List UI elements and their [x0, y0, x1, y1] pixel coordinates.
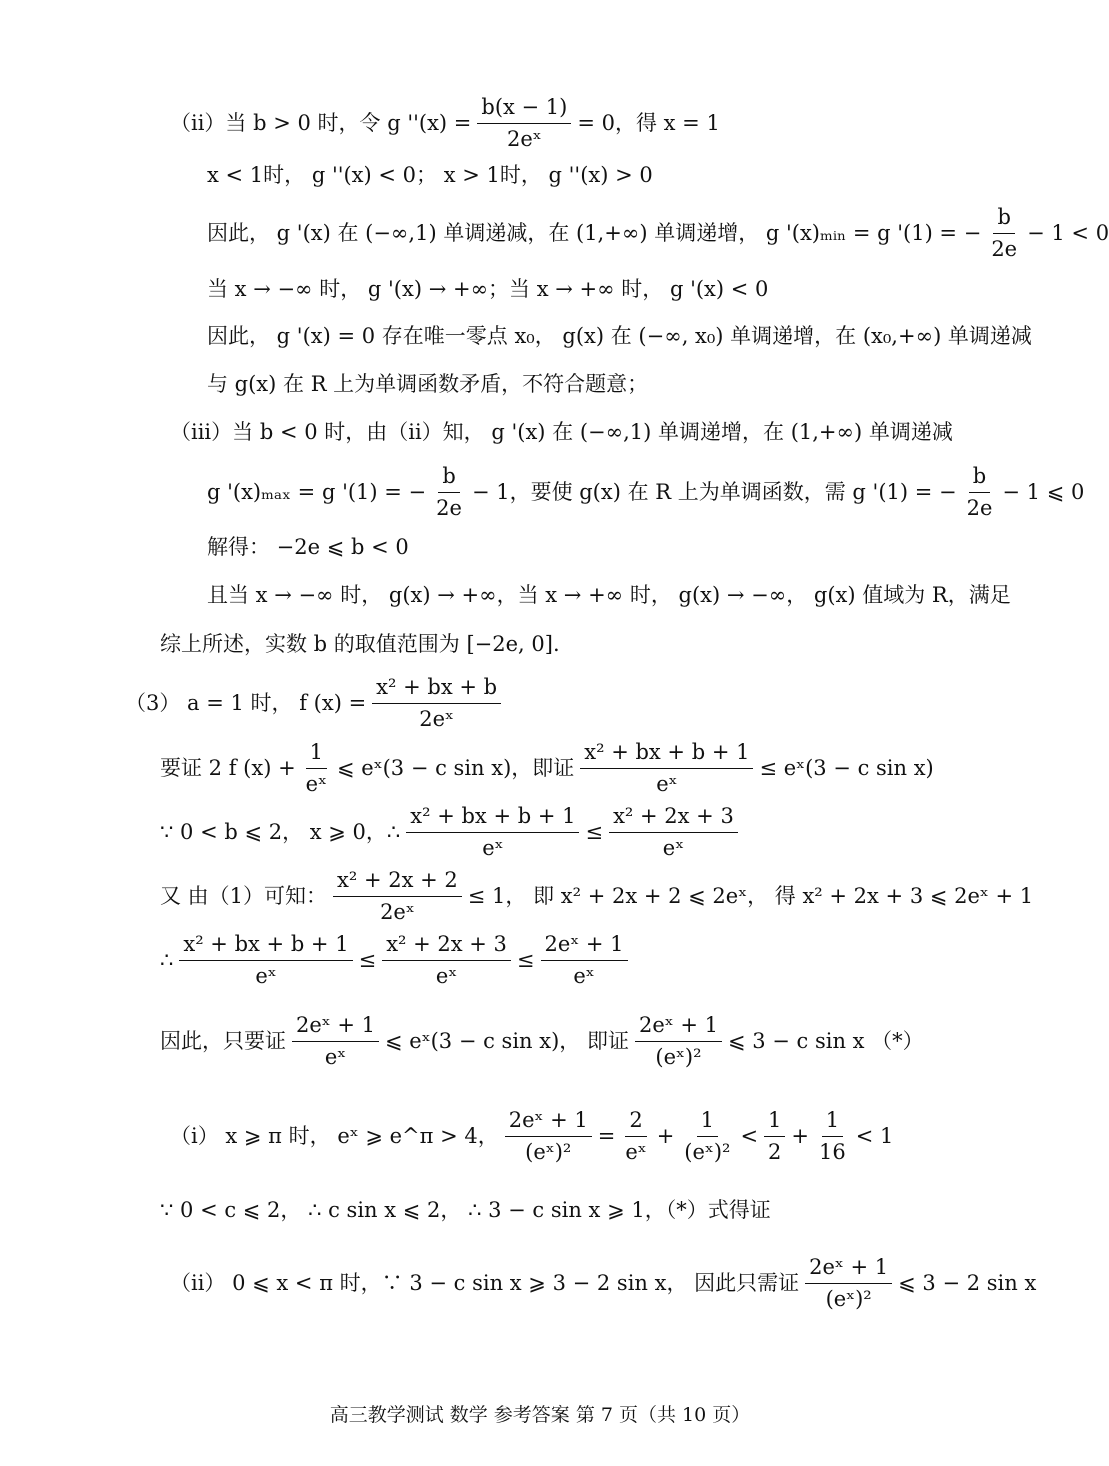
text: < 1	[855, 1124, 894, 1149]
text: − 1 ⩽ 0	[1002, 480, 1085, 505]
line-9	[207, 535, 409, 560]
text: ⩽ 3 − c sin x （*）	[727, 1029, 924, 1054]
fraction: $\frac{\text{2eˣ + 1}}{\text{(eˣ)²}}$	[635, 1013, 722, 1070]
text: − 1 < 0	[1027, 221, 1109, 246]
text: 解得： −2e ⩽ b < 0	[207, 535, 409, 559]
line-11	[160, 632, 560, 657]
fraction: $\frac{1}{\text{(eˣ)²}}$	[684, 1108, 731, 1165]
text: （ii）当 b > 0 时，令 g ''(x) =	[170, 111, 472, 136]
line-5	[207, 324, 1032, 349]
text: 当 x → −∞ 时， g '(x) → +∞；当 x → +∞ 时， g '(x) < 0	[207, 277, 769, 301]
fraction: $\frac{\text{x² + bx + b + 1}}{\text{eˣ}}$	[580, 740, 753, 797]
line-19	[160, 1198, 771, 1223]
line-20	[170, 1255, 1036, 1312]
text: （3） a = 1 时， f (x) =	[125, 691, 367, 716]
line-16	[160, 932, 634, 989]
text: 因此， g '(x) 在 (−∞,1) 单调递减，在 (1,+∞) 单调递增， g '(x)ₘᵢₙ = g '(1) = −	[207, 221, 982, 246]
text: ⩽ eˣ(3 − c sin x)，即证	[337, 756, 575, 781]
text: 又 由（1）可知：	[160, 884, 328, 909]
line-7	[170, 420, 953, 445]
text: <	[740, 1124, 759, 1149]
text: = 0，得 x = 1	[577, 111, 720, 136]
fraction: $\frac{\text{2eˣ + 1}}{\text{(eˣ)²}}$	[805, 1255, 892, 1312]
text: 因此， g '(x) = 0 存在唯一零点 x₀， g(x) 在 (−∞, x₀) 单调递增，在 (x₀,+∞) 单调递减	[207, 324, 1032, 348]
text: =	[597, 1124, 616, 1149]
page-footer: 高三教学测试 数学 参考答案 第 7 页（共 10 页）	[329, 1404, 751, 1426]
fraction: $\frac{b}{2e}$	[966, 464, 993, 521]
fraction: $\frac{\text{x² + 2x + 3}}{\text{eˣ}}$	[382, 932, 511, 989]
line-18	[170, 1108, 893, 1165]
line-10	[207, 583, 1011, 608]
line-6	[207, 372, 648, 397]
line-15	[160, 868, 1033, 925]
text: 要证 2 f (x) +	[160, 756, 296, 781]
text: ≤	[358, 948, 377, 973]
text: 与 g(x) 在 R 上为单调函数矛盾，不符合题意；	[207, 372, 649, 396]
fraction: $\frac{b}{2e}$	[436, 464, 462, 521]
fraction: $\frac{\text{x² + 2x + 3}}{\text{eˣ}}$	[609, 804, 738, 861]
text: ≤ 1， 即 x² + 2x + 2 ⩽ 2eˣ， 得 x² + 2x + 3 ⩽ 2eˣ + 1	[467, 884, 1034, 909]
fraction: $\frac{1}{2}$	[764, 1108, 785, 1165]
fraction: $\frac{\text{x² + bx + b + 1}}{\text{eˣ}}$	[179, 932, 352, 989]
text: 且当 x → −∞ 时， g(x) → +∞，当 x → +∞ 时， g(x) → −∞， g(x) 值域为 R，满足	[207, 583, 1011, 607]
text: ⩽ 3 − 2 sin x	[898, 1271, 1037, 1296]
fraction: $\frac{b(x - 1)}{\text{2eˣ}}$	[477, 95, 571, 152]
fraction: $\frac{1}{\text{eˣ}}$	[305, 740, 327, 797]
line-13	[160, 740, 934, 797]
line-12	[125, 675, 507, 732]
fraction: $\frac{1}{16}$	[819, 1108, 846, 1165]
line-4	[207, 277, 768, 302]
text: x < 1时， g ''(x) < 0； x > 1时， g ''(x) > 0	[207, 163, 653, 187]
line-8	[207, 464, 1084, 521]
text: （i） x ⩾ π 时， eˣ ⩾ e^π > 4，	[170, 1124, 499, 1149]
line-3	[207, 205, 1109, 262]
text: 综上所述，实数 b 的取值范围为 [−2e, 0].	[160, 632, 560, 656]
text: ≤	[585, 820, 604, 845]
text: ∴	[160, 948, 174, 973]
fraction: $\frac{\text{x² + bx + b}}{\text{2eˣ}}$	[372, 675, 501, 732]
text: （iii）当 b < 0 时，由（ii）知， g '(x) 在 (−∞,1) 单调递增，在 (1,+∞) 单调递减	[170, 420, 953, 444]
fraction: $\frac{\text{2eˣ + 1}}{\text{eˣ}}$	[541, 932, 628, 989]
line-1	[170, 95, 720, 152]
text: （ii） 0 ⩽ x < π 时，∵ 3 − c sin x ⩾ 3 − 2 sin x， 因此只需证	[170, 1271, 800, 1296]
fraction: $\frac{2}{\text{eˣ}}$	[625, 1108, 647, 1165]
text: +	[656, 1124, 675, 1149]
line-17	[160, 1013, 924, 1070]
text: ⩽ eˣ(3 − c sin x)， 即证	[385, 1029, 629, 1054]
text: ≤ eˣ(3 − c sin x)	[759, 756, 934, 781]
line-2	[207, 163, 653, 188]
text: − 1，要使 g(x) 在 R 上为单调函数，需 g '(1) = −	[471, 480, 957, 505]
fraction: $\frac{\text{x² + bx + b + 1}}{\text{eˣ}}$	[406, 804, 579, 861]
text: +	[791, 1124, 810, 1149]
line-14	[160, 804, 744, 861]
text: ∵ 0 < b ⩽ 2， x ⩾ 0，∴	[160, 820, 401, 845]
text: ≤	[516, 948, 535, 973]
text: ∵ 0 < c ⩽ 2， ∴ c sin x ⩽ 2， ∴ 3 − c sin x ⩾ 1，（*）式得证	[160, 1198, 771, 1222]
fraction: $\frac{\text{2eˣ + 1}}{\text{(eˣ)²}}$	[505, 1108, 592, 1165]
text: 因此，只要证	[160, 1029, 286, 1054]
text: g '(x)ₘₐₓ = g '(1) = −	[207, 480, 427, 505]
fraction: $\frac{\text{x² + 2x + 2}}{\text{2eˣ}}$	[333, 868, 462, 925]
fraction: $\frac{b}{2e}$	[991, 205, 1018, 262]
fraction: $\frac{\text{2eˣ + 1}}{\text{eˣ}}$	[292, 1013, 379, 1070]
